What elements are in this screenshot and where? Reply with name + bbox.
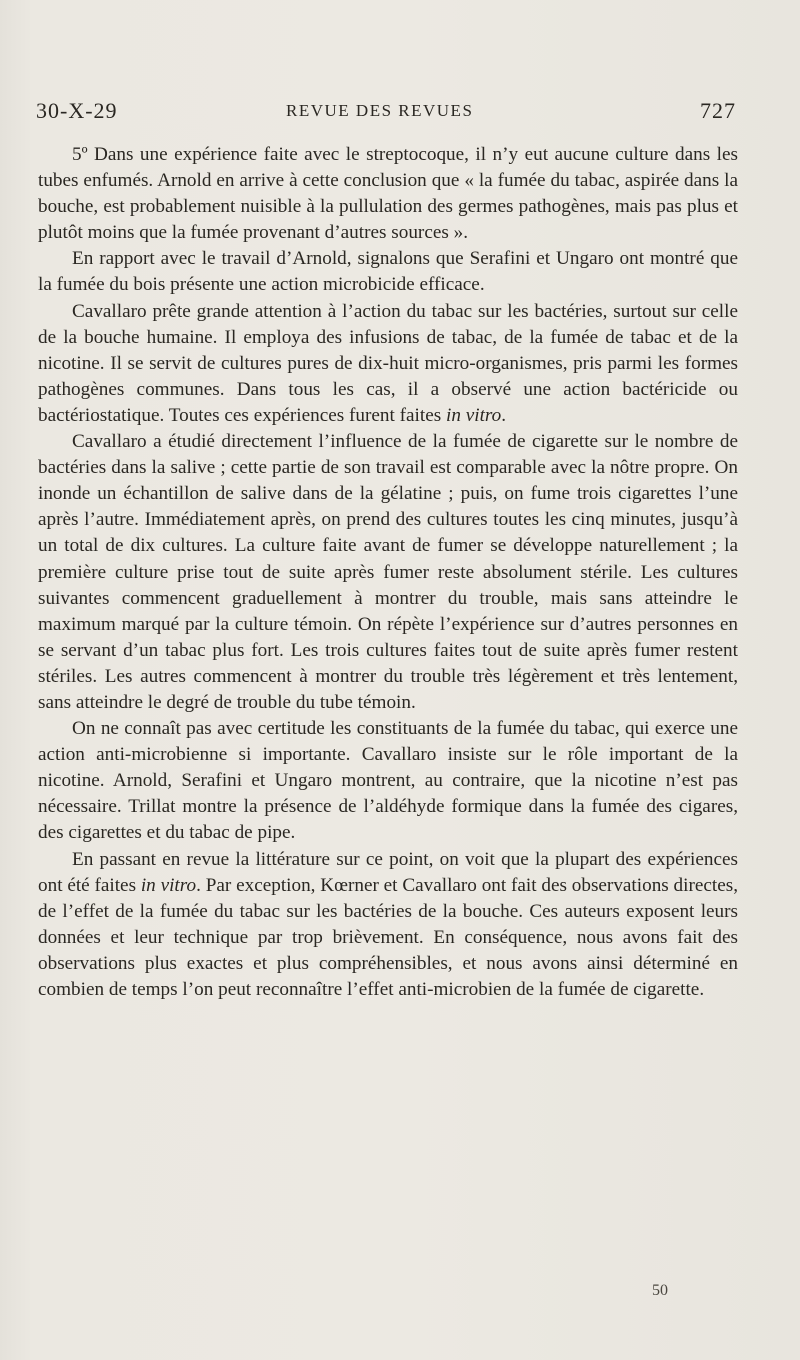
- article-body: [38, 142, 738, 1003]
- paragraph-2: En rapport avec le travail d’Arnold, signalons que Serafini et Ungaro ont montré que la fumée du bois présente une action microbicide efficace.: [38, 248, 738, 296]
- italic-in-vitro: in vitro: [446, 404, 502, 426]
- paragraph-4: Cavallaro a étudié directement l’influence de la fumée de cigarette sur le nombre de bactéries dans la salive ; cette partie de son travail est comparable avec la nôtre propre. On inonde un échantillon de salive dans de la gélatine ; puis, on fume trois cigarettes l’une après l’autre. Immédiatement après, on prend des cultures toutes les cinq minutes, jusqu’à un total de dix cultures. La culture faite avant de fumer se développe naturellement ; la première culture prise tout de suite après fumer reste absolument stérile. Les cultures suivantes commencent graduellement à montrer du trouble, mais sans atteindre le maximum marqué par la culture témoin. On répète l’expérience sur d’autres personnes en se servant d’un tabac plus fort. Les trois cultures faites tout de suite après fumer restent stériles. Les autres commencent à montrer du trouble très légèrement et très lentement, sans atteindre le degré de trouble du tube témoin.: [38, 431, 738, 713]
- page-number: 727: [700, 98, 736, 123]
- italic-in-vitro: in vitro: [140, 874, 197, 896]
- header-date: 30-X-29: [36, 98, 118, 123]
- running-head: [36, 98, 736, 128]
- paragraph-6: En passant en revue la littérature sur ce point, on voit que la plupart des expériences ont été faites in vitro. Par exception, Kœrner et Cavallaro ont fait des observations directes, de l’effet de la fumée du tabac sur les bactéries de la bouche. Ces auteurs exposent leurs données et leur technique par trop brièvement. En conséquence, nous avons fait des observations plus exactes et plus compréhensibles, et nous avons ainsi déterminé en combien de temps l’on peut reconnaître l’effet anti-microbien de la fumée de cigarette.: [38, 848, 739, 1000]
- paragraph-5: On ne connaît pas avec certitude les constituants de la fumée du tabac, qui exerce une action anti-microbienne si importante. Cavallaro insiste sur le rôle important de la nicotine. Arnold, Serafini et Ungaro montrent, au contraire, que la nicotine n’est pas nécessaire. Trillat montre la présence de l’aldéhyde formique dans la fumée des cigares, des cigarettes et du tabac de pipe.: [38, 718, 738, 844]
- paragraph-1: 5º Dans une expérience faite avec le streptocoque, il n’y eut aucune culture dans les tubes enfumés. Arnold en arrive à cette conclusion que « la fumée du tabac, aspirée dans la bouche, est probablement nuisible à la pullulation des germes pathogènes, mais pas plus et plutôt moins que la fumée provenant d’autres sources ».: [38, 144, 738, 244]
- paragraph-3: Cavallaro prête grande attention à l’action du tabac sur les bactéries, surtout sur celle de la bouche humaine. Il employa des infusions de tabac, de la fumée de tabac et de la nicotine. Il se servit de cultures pures de dix-huit micro-organismes, pris parmi les formes pathogènes communes. Dans tous les cas, il a observé une action bactéricide ou bactériostatique. Toutes ces expériences furent faites in vitro.: [38, 300, 738, 426]
- journal-section-title: REVUE DES REVUES: [286, 101, 474, 120]
- signature-mark: 50: [652, 1282, 668, 1299]
